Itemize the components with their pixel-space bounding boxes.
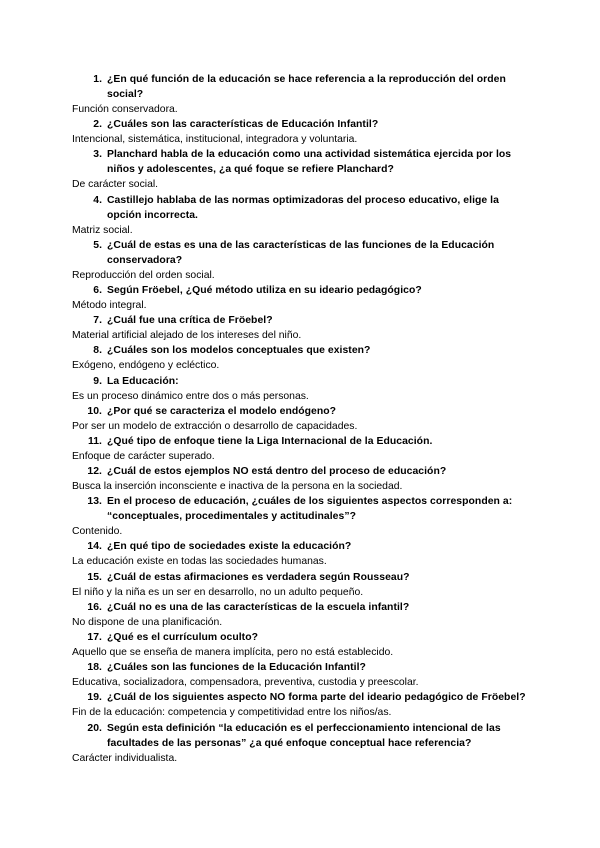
question-text: ¿Cuál fue una crítica de Fröebel? [107,315,273,327]
answer-text: Reproducción del orden social. [72,269,215,281]
question-number: 12. [87,466,102,478]
question-number: 18. [87,662,102,674]
qa-item [72,600,534,630]
question-text: En el proceso de educación, ¿cuáles de los siguientes aspectos corresponden a: “conceptuales, procedimentales y actitudinales”? [107,496,513,523]
qa-item [72,690,534,720]
question [72,72,534,102]
question-text: Según esta definición “la educación es el perfeccionamiento intencional de las facultades de las personas” ¿a qué enfoque conceptual hace referencia? [107,722,501,749]
answer-text: Enfoque de carácter superado. [72,450,215,462]
answer-text: Contenido. [72,526,123,538]
qa-item [72,117,534,147]
question [72,283,534,298]
question [72,539,534,554]
question-text: ¿Cuál no es una de las características de la escuela infantil? [107,601,410,613]
qa-item [72,630,534,660]
qa-item [72,434,534,464]
answer-text: Matriz social. [72,224,133,236]
question-number: 8. [93,345,102,357]
question-text: ¿En qué función de la educación se hace referencia a la reproducción del orden social? [107,74,506,100]
question-number: 17. [87,632,102,643]
answer-text: Aquello que se enseña de manera implícita, pero no está establecido. [72,647,394,658]
question [72,117,534,132]
question-number: 15. [87,571,102,583]
question-number: 2. [93,119,102,131]
qa-item [72,374,534,404]
question-number: 19. [87,692,102,704]
qa-item [72,313,534,343]
question [72,600,534,615]
answer-text: Busca la inserción inconsciente e inactiva de la persona en la sociedad. [72,481,403,493]
question-number: 3. [93,149,102,161]
question-text: ¿Qué tipo de enfoque tiene la Liga Internacional de la Educación. [107,435,433,447]
question-number: 10. [87,405,102,417]
question-number: 20. [87,722,102,734]
question [72,721,534,751]
question [72,404,534,419]
question [72,238,534,268]
question-number: 14. [87,541,102,553]
qa-item [72,660,534,690]
question-text: Según Fröebel, ¿Qué método utiliza en su ideario pedagógico? [107,284,422,296]
qa-item [72,193,534,238]
answer-text: Método integral. [72,299,147,311]
question-text: ¿Cuál de estos ejemplos NO está dentro del proceso de educación? [107,466,447,478]
question [72,630,534,645]
question [72,343,534,358]
qa-list [72,72,534,766]
question-number: 13. [87,496,102,508]
answer-text: Carácter individualista. [72,752,178,764]
question [72,660,534,675]
question [72,434,534,449]
qa-item [72,404,534,434]
question-text: ¿Cuáles son las características de Educación Infantil? [107,119,379,131]
question-text: ¿En qué tipo de sociedades existe la educación? [107,541,352,553]
qa-item [72,539,534,569]
question [72,464,534,479]
question-text: ¿Cuáles son las funciones de la Educación Infantil? [107,662,366,674]
question-text: ¿Cuáles son los modelos conceptuales que existen? [107,345,371,357]
question-text: ¿Cuál de estas es una de las características de las funciones de la Educación conservadora? [107,239,495,266]
question-number: 5. [93,239,102,251]
question-text: La Educación: [107,375,179,387]
answer-text: Exógeno, endógeno y ecléctico. [72,360,220,372]
qa-item [72,494,534,539]
question-text: ¿Cuál de los siguientes aspecto NO forma parte del ideario pedagógico de Fröebel? [107,692,526,704]
question [72,374,534,389]
question-text: ¿Qué es el currículum oculto? [107,632,258,643]
answer-text: Fin de la educación: competencia y competitividad entre los niños/as. [72,707,392,719]
question-number: 11. [87,435,102,447]
answer-text: Función conservadora. [72,104,178,115]
answer-text: Intencional, sistemática, institucional, integradora y voluntaria. [72,134,358,146]
question-number: 6. [93,284,102,296]
question-text: ¿Cuál de estas afirmaciones es verdadera según Rousseau? [107,571,410,583]
question [72,494,534,524]
question-number: 7. [93,315,102,327]
answer-text: No dispone de una planificación. [72,616,223,628]
qa-item [72,570,534,600]
answer-text: La educación existe en todas las sociedades humanas. [72,556,327,568]
question-number: 16. [87,601,102,613]
question [72,690,534,705]
question-text: ¿Por qué se caracteriza el modelo endógeno? [107,405,337,417]
answer-text: Educativa, socializadora, compensadora, preventiva, custodia y preescolar. [72,677,419,689]
qa-item [72,721,534,766]
question [72,147,534,177]
question [72,313,534,328]
question-number: 4. [93,194,102,206]
answer-text: Por ser un modelo de extracción o desarrollo de capacidades. [72,420,358,432]
qa-item [72,464,534,494]
qa-item [72,343,534,373]
question-text: Castillejo hablaba de las normas optimizadoras del proceso educativo, elige la opción incorrecta. [107,194,499,221]
qa-item [72,147,534,192]
answer-text: El niño y la niña es un ser en desarrollo, no un adulto pequeño. [72,586,364,598]
qa-item [72,72,534,117]
question [72,570,534,585]
question [72,193,534,223]
qa-item [72,283,534,313]
question-number: 9. [93,375,102,387]
question-number: 1. [93,74,102,85]
question-text: Planchard habla de la educación como una actividad sistemática ejercida por los niños y adolescentes, ¿a qué foque se refiere Planchard? [107,149,512,176]
answer-text: Es un proceso dinámico entre dos o más personas. [72,390,309,402]
qa-item [72,238,534,283]
answer-text: De carácter social. [72,179,159,191]
answer-text: Material artificial alejado de los intereses del niño. [72,330,302,342]
